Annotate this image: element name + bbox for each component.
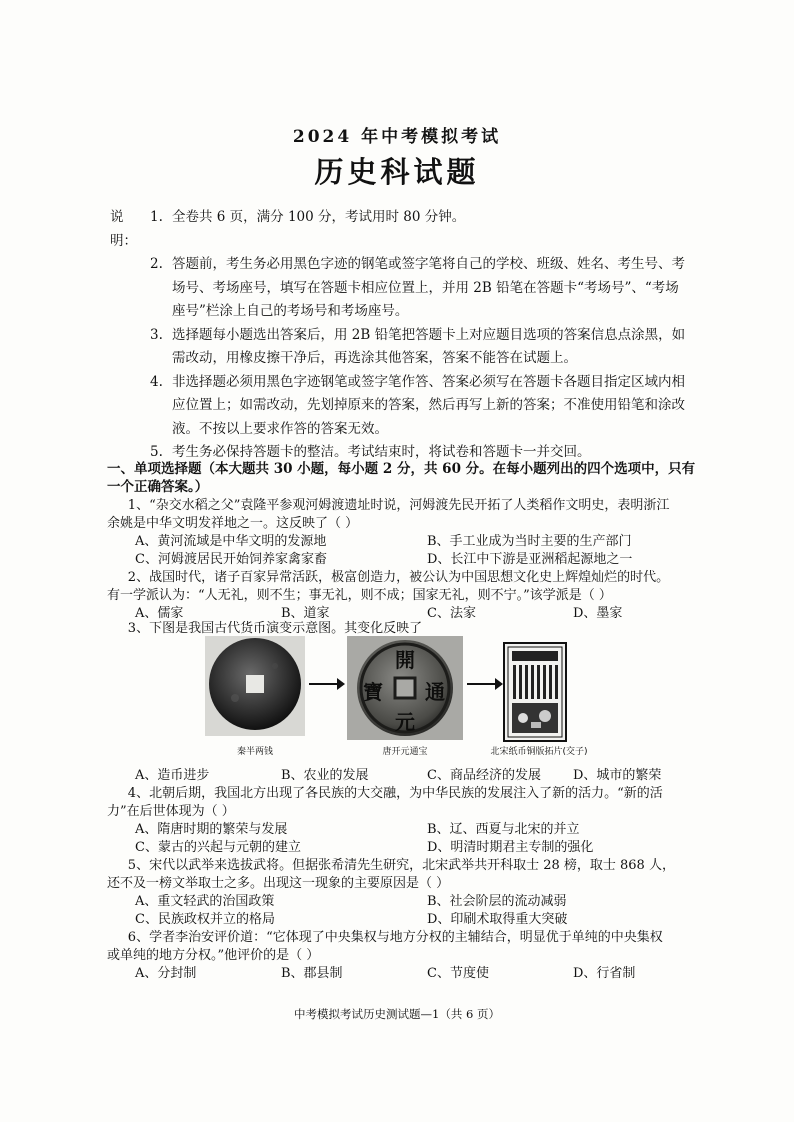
instruction-number: 5. <box>150 444 163 460</box>
right-arrow-icon <box>467 676 503 692</box>
qin-banliang-coin-image <box>205 636 305 736</box>
instruction-continuation <box>110 347 720 371</box>
subject-title: 历史科试题 <box>314 155 480 189</box>
option-a[interactable]: A、分封制 <box>135 966 197 981</box>
option-a[interactable]: A、黄河流域是中华文明的发源地 <box>135 534 327 549</box>
instruction-text: 全卷共 6 页，满分 100 分，考试用时 80 分钟。 <box>172 209 466 225</box>
exam-title: 2024 年中考模拟考试 <box>292 127 502 147</box>
question-stem: 1、“杂交水稻之父”袁隆平参观河姆渡遗址时说，河姆渡先民开拓了人类稻作文明史，表明浙江 <box>127 498 670 513</box>
instruction-text: 应位置上；如需改动，先划掉原来的答案，然后再写上新的答案；不准使用铅笔和涂改 <box>172 397 685 413</box>
figure-caption: 北宋纸币铜版拓片(交子) <box>490 747 588 757</box>
coin-char: 寶 <box>363 680 383 704</box>
instruction-text: 液。不按以上要求作答的答案无效。 <box>172 420 388 437</box>
instruction-continuation <box>110 277 720 301</box>
option-b[interactable]: B、郡县制 <box>281 966 343 981</box>
question-stem: 3、下图是我国古代货币演变示意图。其变化反映了 <box>127 621 423 636</box>
right-arrow-icon <box>309 676 345 692</box>
coin-char: 通 <box>425 680 445 704</box>
instruction-number: 2. <box>150 256 163 272</box>
option-b[interactable]: B、道家 <box>281 606 330 621</box>
question-stem: 2、战国时代，诸子百家异常活跃，极富创造力，被公认为中国思想文化史上辉煌灿烂的时代。 <box>127 570 670 585</box>
question-stem: 4、北朝后期，我国北方出现了各民族的大交融，为中华民族的发展注入了新的活力。“新的活 <box>127 786 663 801</box>
option-a[interactable]: A、儒家 <box>135 606 184 621</box>
figure-caption: 唐开元通宝 <box>382 747 428 757</box>
figure-caption: 秦半两钱 <box>236 747 273 757</box>
option-list <box>107 965 719 983</box>
question-stem: 还不及一榜文举取士之多。出现这一现象的主要原因是（ ） <box>107 876 450 891</box>
option-list <box>107 767 719 785</box>
option-b[interactable]: B、手工业成为当时主要的生产部门 <box>427 534 632 549</box>
option-c[interactable]: C、商品经济的发展 <box>427 768 541 783</box>
question-stem: 或单纯的地方分权。”他评价的是（ ） <box>107 948 320 963</box>
instruction-text: 选择题每小题选出答案后，用 2B 铅笔把答题卡上对应题目选项的答案信息点涂黑，如 <box>172 326 686 343</box>
question-4 <box>107 785 719 857</box>
option-a[interactable]: A、重文轻武的治国政策 <box>135 894 275 909</box>
question-1 <box>107 497 719 569</box>
question-stem: 力”在后世体现为（ ） <box>107 804 235 819</box>
option-list <box>107 893 719 929</box>
option-c[interactable]: C、河姆渡居民开始饲养家禽家畜 <box>135 552 327 567</box>
section-heading-line: 一个正确答案。） <box>107 479 209 495</box>
instruction-text: 需改动，用橡皮擦干净后，再选涂其他答案，答案不能答在试题上。 <box>172 350 577 366</box>
instructions-label: 说明： <box>110 209 137 249</box>
instruction-continuation <box>110 300 720 324</box>
question-stem: 6、学者李治安评价道：“它体现了中央集权与地方分权的主辅结合，明显优于单纯的中央集权 <box>127 930 663 945</box>
question-stem: 5、宋代以武举来选拔武将。但据张希清先生研究，北宋武举共开科取士 28 榜，取士 868 人， <box>127 858 675 873</box>
option-c[interactable]: C、蒙古的兴起与元朝的建立 <box>135 840 301 855</box>
option-d[interactable]: D、长江中下游是亚洲稻起源地之一 <box>427 552 633 567</box>
instruction-item <box>110 324 720 348</box>
option-d[interactable]: D、墨家 <box>573 606 623 621</box>
option-d[interactable]: D、明清时期君主专制的强化 <box>427 840 594 855</box>
option-list <box>107 821 719 857</box>
coin-char: 開 <box>395 648 415 672</box>
jiaozi-rubbing-image <box>503 642 567 742</box>
instruction-number: 4. <box>150 373 163 390</box>
instruction-text: 答题前，考生务必用黑色字迹的钢笔或签字笔将自己的学校、班级、姓名、考生号、考 <box>172 256 685 272</box>
question-6 <box>107 929 719 983</box>
coin-char: 元 <box>395 710 415 734</box>
instruction-continuation <box>110 394 720 418</box>
option-b[interactable]: B、辽、西夏与北宋的并立 <box>427 822 580 837</box>
question-5 <box>107 857 719 929</box>
coin-inscription <box>347 636 463 740</box>
question-2 <box>107 569 719 623</box>
instruction-number: 3. <box>150 326 163 343</box>
option-d[interactable]: D、印刷术取得重大突破 <box>427 912 568 927</box>
section-heading-line: 一、单项选择题（本大题共 30 小题，每小题 2 分，共 60 分。在每小题列出的四个选项中，只有 <box>107 461 696 477</box>
option-d[interactable]: D、行省制 <box>573 966 636 981</box>
instruction-text: 非选择题必须用黑色字迹钢笔或签字笔作答、答案必须写在答题卡各题目指定区域内相 <box>172 373 685 390</box>
currency-evolution-figure <box>205 636 645 766</box>
option-b[interactable]: B、社会阶层的流动减弱 <box>427 894 567 909</box>
instruction-item <box>110 253 720 277</box>
option-b[interactable]: B、农业的发展 <box>281 768 369 783</box>
question-3-options <box>107 767 719 785</box>
option-a[interactable]: A、造币进步 <box>135 768 210 783</box>
instruction-continuation <box>110 418 720 442</box>
instruction-item <box>110 206 720 253</box>
instruction-text: 场号、考场座号，填写在答题卡相应位置上，并用 2B 铅笔在答题卡“考场号”、“考场 <box>172 279 679 296</box>
option-c[interactable]: C、法家 <box>427 606 476 621</box>
instructions <box>110 206 720 465</box>
option-c[interactable]: C、民族政权并立的格局 <box>135 912 275 927</box>
option-list <box>107 533 719 569</box>
option-c[interactable]: C、节度使 <box>427 966 489 981</box>
option-a[interactable]: A、隋唐时期的繁荣与发展 <box>135 822 288 837</box>
question-stem: 余姚是中华文明发祥地之一。这反映了（ ） <box>107 516 359 531</box>
question-stem: 有一学派认为：“人无礼，则不生；事无礼，则不成；国家无礼，则不宁。”该学派是（ ） <box>107 588 612 603</box>
instruction-item <box>110 371 720 395</box>
page-footer: 中考模拟考试历史测试题—1（共 6 页） <box>294 1007 500 1021</box>
option-d[interactable]: D、城市的繁荣 <box>573 768 662 783</box>
instruction-number: 1. <box>150 209 163 225</box>
section-heading <box>107 460 719 496</box>
instruction-text: 考生务必保持答题卡的整洁。考试结束时，将试卷和答题卡一并交回。 <box>172 444 591 460</box>
instruction-text: 座号”栏涂上自己的考场号和考场座号。 <box>172 303 409 319</box>
